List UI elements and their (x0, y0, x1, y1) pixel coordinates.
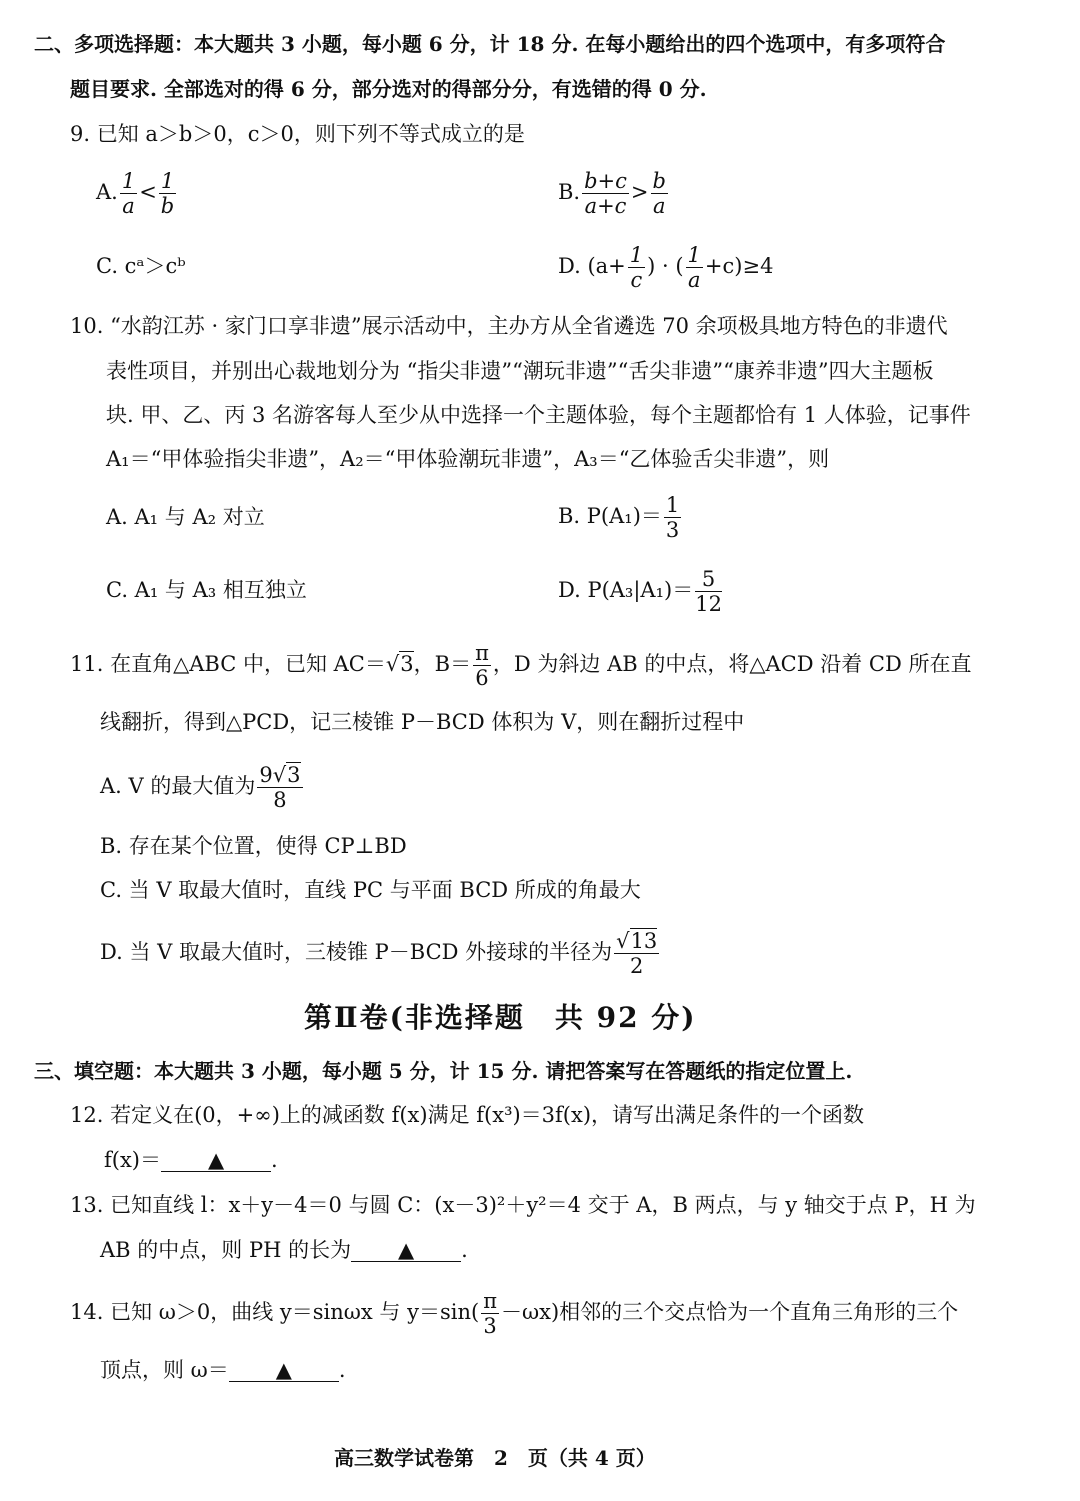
q9-stem: 9. 已知 a＞b＞0，c＞0，则下列不等式成立的是 (70, 122, 525, 146)
q12-line2: f(x)＝ ▲ . (104, 1148, 278, 1172)
q14-line2: 顶点，则 ω＝ ▲ . (100, 1358, 346, 1382)
page-footer: 高三数学试卷第 2 页（共 4 页） (334, 1446, 656, 1470)
q10-line1: 10. “水韵江苏 · 家门口享非遗”展示活动中，主办方从全省遴选 70 余项极具地方特色的非遗代 (70, 314, 948, 338)
q9-option-c: C. cᵃ＞cᵇ (96, 254, 186, 278)
q11-line2: 线翻折，得到△PCD，记三棱锥 P－BCD 体积为 V，则在翻折过程中 (100, 710, 745, 734)
section2-heading-line1: 二、多项选择题：本大题共 3 小题，每小题 6 分，计 18 分. 在每小题给出的四个选项中，有多项符合 (34, 32, 946, 56)
q9-option-a: A. $\frac{1}{a}$ < $\frac{1}{b}$ (96, 169, 175, 219)
q10-option-d: D. P(A₃|A₁)＝ $\frac{5}{12}$ (558, 567, 722, 617)
section3-heading: 三、填空题：本大题共 3 小题，每小题 5 分，计 15 分. 请把答案写在答题纸的指定位置上. (34, 1059, 853, 1083)
q10-line2: 表性项目，并别出心裁地划分为 “指尖非遗”“潮玩非遗”“舌尖非遗”“康养非遗”四大主题板 (106, 359, 934, 383)
q12-answer-blank[interactable]: ▲ (161, 1150, 271, 1172)
q13-line1: 13. 已知直线 l：x＋y－4＝0 与圆 C：(x－3)²＋y²＝4 交于 A，B 两点，与 y 轴交于点 P，H 为 (70, 1193, 976, 1217)
q11-option-b: B. 存在某个位置，使得 CP⊥BD (100, 834, 407, 858)
q9-option-d: D. (a+ $\frac{1}{c}$ ) · ( $\frac{1}{a}$ +c)≥4 (558, 243, 774, 293)
q10-option-c: C. A₁ 与 A₃ 相互独立 (106, 578, 307, 602)
q9-option-b: B. $\frac{b+c}{a+c}$ > $\frac{b}{a}$ (558, 169, 666, 219)
q10-option-b: B. P(A₁)＝ $\frac{1}{3}$ (558, 493, 680, 543)
section2-heading-line2: 题目要求. 全部选对的得 6 分，部分选对的得部分分，有选错的得 0 分. (70, 77, 707, 101)
q14-answer-blank[interactable]: ▲ (229, 1360, 339, 1382)
q10-line4: A₁＝“甲体验指尖非遗”，A₂＝“甲体验潮玩非遗”，A₃＝“乙体验舌尖非遗”，则 (106, 447, 830, 471)
q13-line2: AB 的中点，则 PH 的长为 ▲ . (100, 1238, 468, 1262)
q10-option-a: A. A₁ 与 A₂ 对立 (106, 505, 265, 529)
q14-line1: 14. 已知 ω＞0，曲线 y＝sinωx 与 y＝sin( $\frac{\pi}{3}$ －ωx)相邻的三个交点恰为一个直角三角形的三个 (70, 1289, 959, 1339)
q11-option-a: A. V 的最大值为 $\frac{9√3}{8}$ (100, 763, 301, 813)
q10-line3: 块. 甲、乙、丙 3 名游客每人至少从中选择一个主题体验，每个主题都恰有 1 人体验，记事件 (106, 403, 971, 427)
q11-line1: 11. 在直角△ABC 中，已知 AC＝√3，B＝ $\frac{\pi}{6}$ ，D 为斜边 AB 的中点，将△ACD 沿着 CD 所在直 (70, 641, 972, 691)
q13-answer-blank[interactable]: ▲ (351, 1240, 461, 1262)
q12-line1: 12. 若定义在(0，+∞)上的减函数 f(x)满足 f(x³)＝3f(x)，请写出满足条件的一个函数 (70, 1103, 865, 1127)
q11-option-d: D. 当 V 取最大值时，三棱锥 P－BCD 外接球的半径为 $\frac{√13}{2}$ (100, 929, 658, 979)
q11-option-c: C. 当 V 取最大值时，直线 PC 与平面 BCD 所成的角最大 (100, 878, 641, 902)
part2-title: 第Ⅱ卷(非选择题 共 92 分) (304, 1001, 697, 1034)
